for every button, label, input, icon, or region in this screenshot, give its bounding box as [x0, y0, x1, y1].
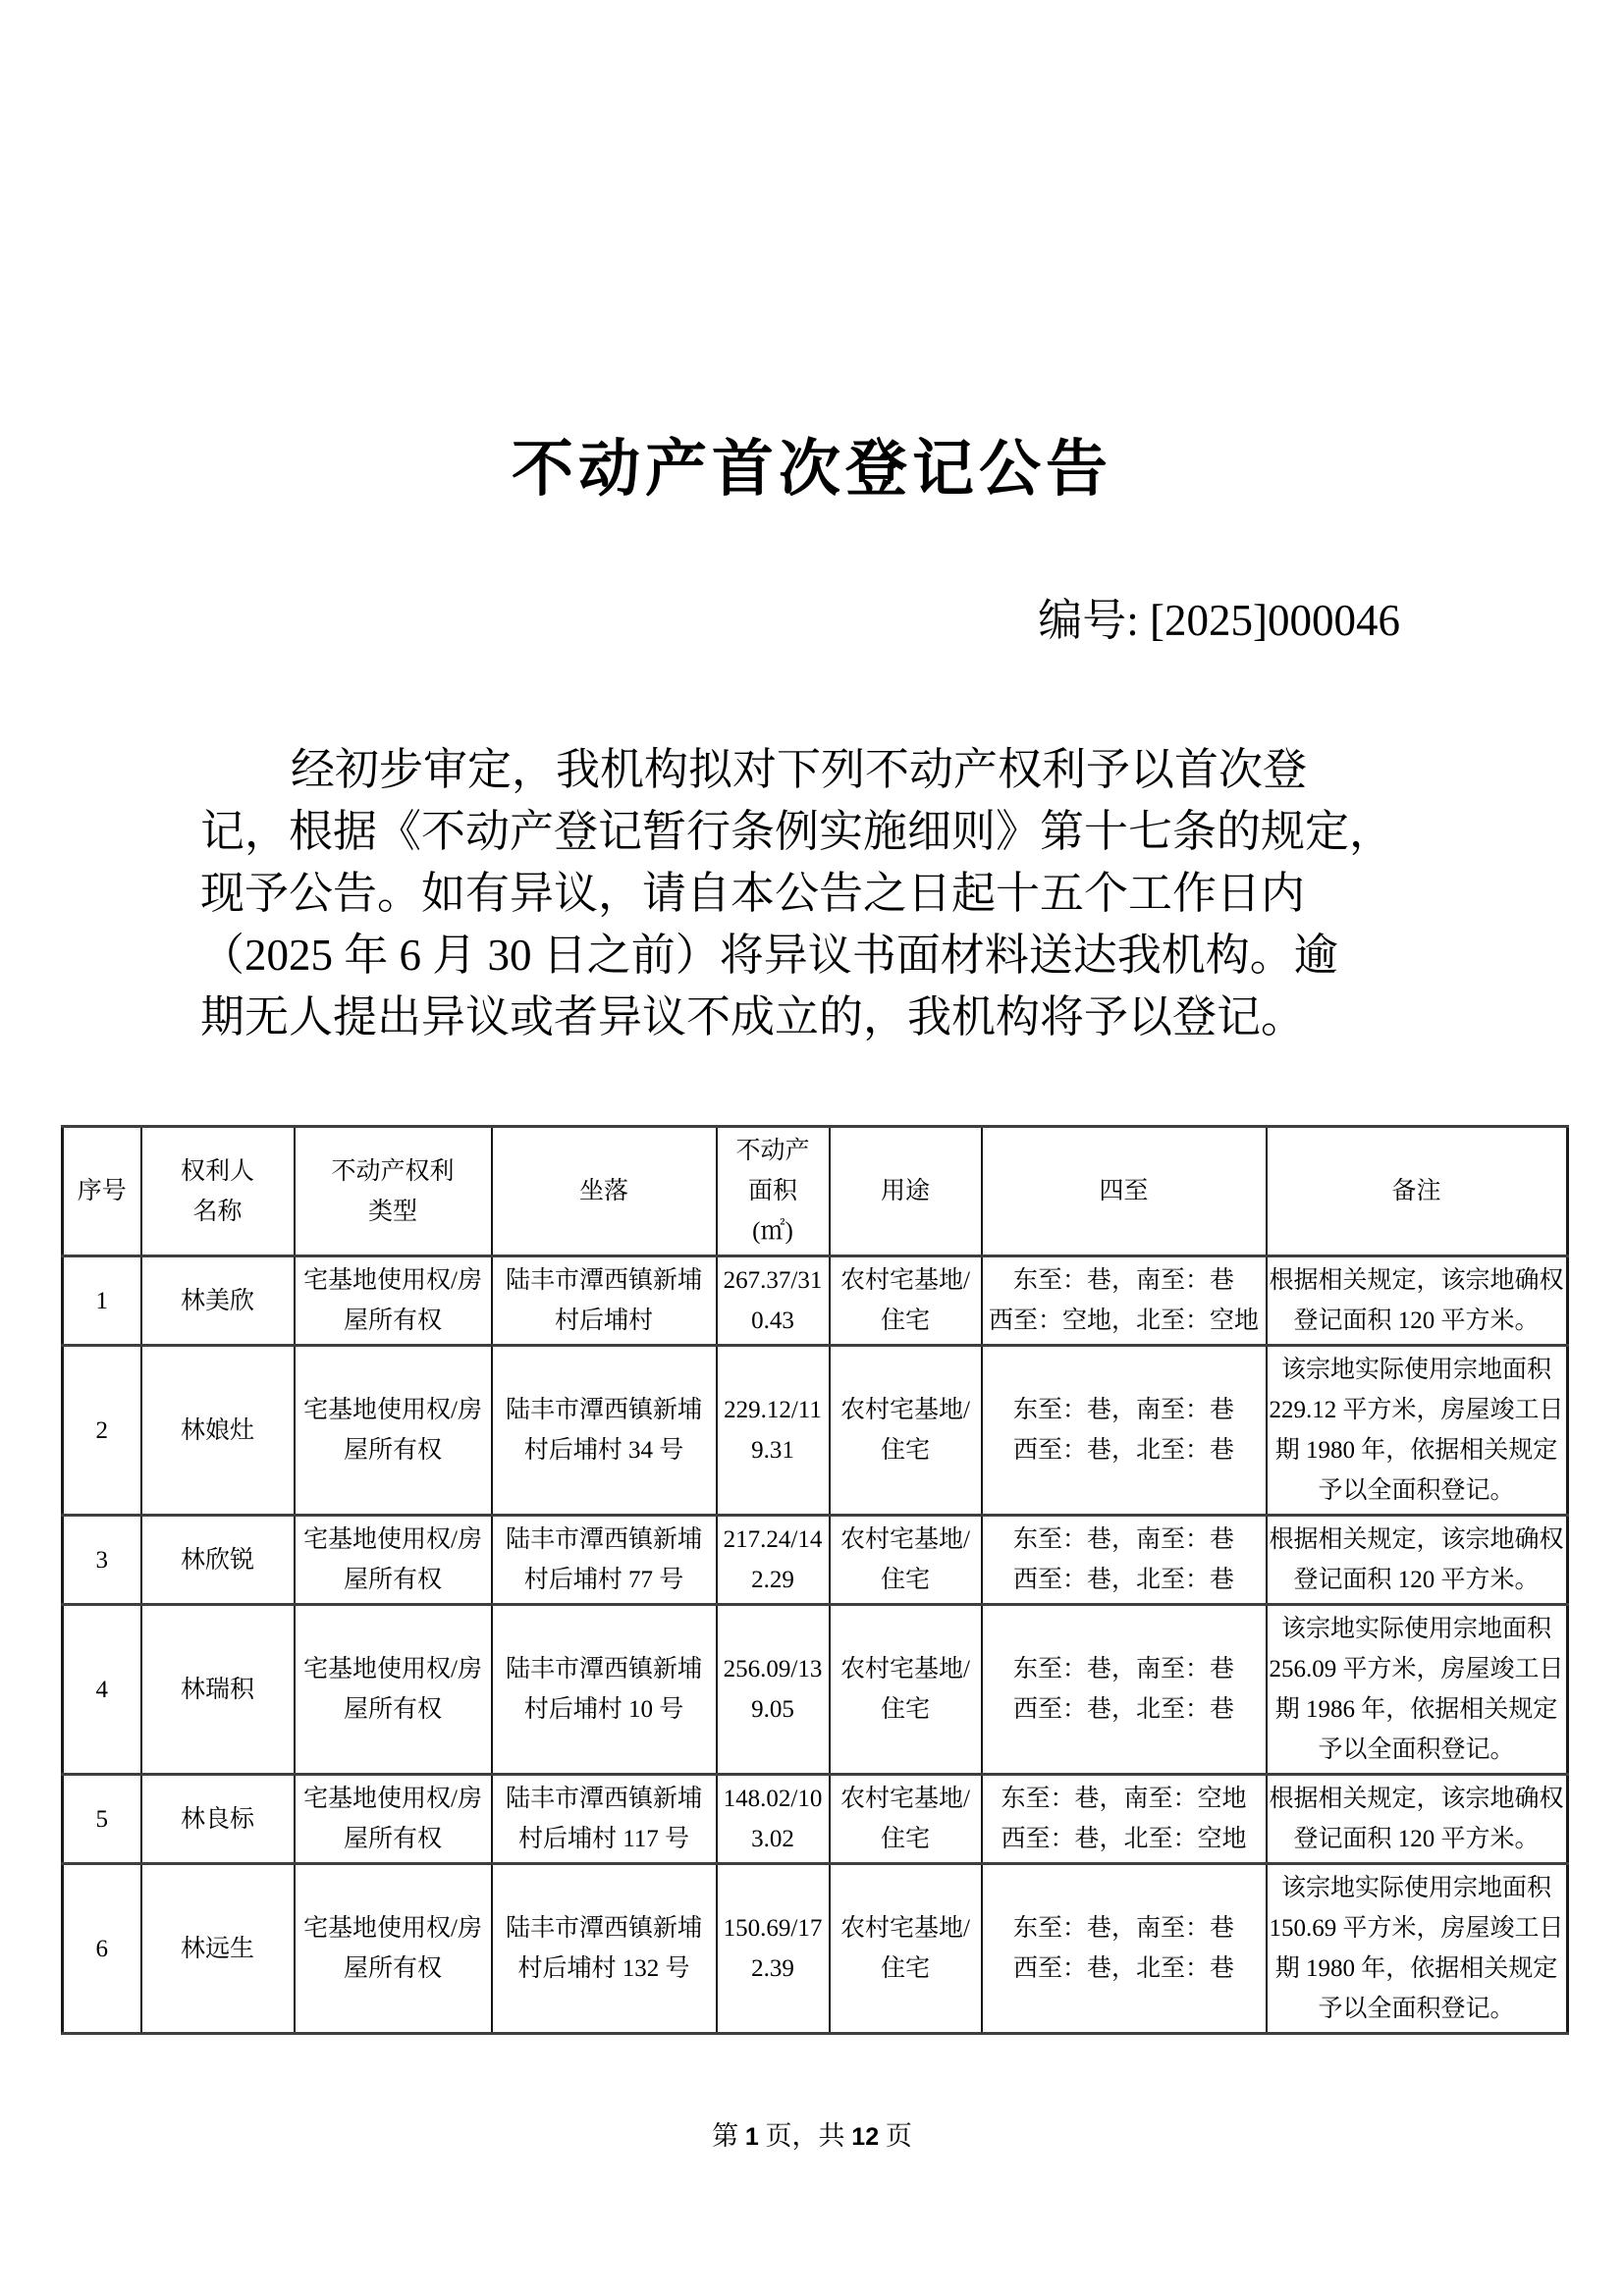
cell-area	[717, 1864, 830, 2034]
cell-area	[717, 1346, 830, 1516]
header-location	[492, 1127, 717, 1256]
cell-use	[830, 1256, 982, 1346]
cell-owner	[141, 1516, 295, 1605]
cell-seq	[63, 1516, 141, 1605]
header-right-type-line: 类型	[367, 1198, 417, 1225]
header-use	[830, 1127, 982, 1256]
cell-use-line: 住宅	[880, 1696, 930, 1723]
cell-remark-line: 期 1986 年，依据相关规定	[1274, 1696, 1558, 1723]
cell-seq	[63, 1605, 141, 1775]
header-remark	[1267, 1127, 1568, 1256]
intro-line: 现予公告。如有异议，请自本公告之日起十五个工作日内	[200, 869, 1306, 918]
table-header-row	[63, 1127, 1568, 1256]
cell-location-line: 陆丰市潭西镇新埔	[505, 1786, 702, 1812]
cell-area	[717, 1605, 830, 1775]
cell-area-line: 229.12/11	[724, 1397, 822, 1423]
page-title: 不动产首次登记公告	[512, 435, 1112, 504]
page-number: 1	[744, 2123, 759, 2151]
cell-remark-line: 登记面积 120 平方米。	[1293, 1567, 1540, 1593]
cell-remark-line: 登记面积 120 平方米。	[1293, 1308, 1540, 1334]
header-right-type-line: 不动产权利	[331, 1157, 455, 1185]
cell-seq-line: 5	[95, 1805, 108, 1833]
cell-use-line: 住宅	[880, 1826, 930, 1852]
cell-owner-line: 林良标	[180, 1805, 254, 1833]
registration-table	[61, 1125, 1569, 2035]
header-boundaries	[982, 1127, 1267, 1256]
cell-location	[492, 1516, 717, 1605]
total-pages: 12	[851, 2123, 880, 2151]
cell-use-line: 农村宅基地/	[840, 1786, 970, 1812]
header-owner-line: 名称	[192, 1198, 243, 1225]
cell-boundaries-line: 东至：巷，南至：巷	[1012, 1397, 1234, 1423]
cell-use-line: 农村宅基地/	[840, 1397, 970, 1423]
cell-right-type-line: 屋所有权	[343, 1826, 442, 1852]
cell-right-type-line: 宅基地使用权/房	[303, 1786, 482, 1812]
cell-right-type	[295, 1516, 492, 1605]
cell-right-type-line: 屋所有权	[343, 1308, 442, 1334]
cell-owner-line: 林欣锐	[180, 1546, 254, 1574]
cell-remark	[1267, 1256, 1568, 1346]
cell-boundaries-line: 西至：巷，北至：巷	[1012, 1955, 1234, 1982]
cell-right-type-line: 屋所有权	[343, 1437, 442, 1464]
cell-seq-line: 6	[95, 1935, 108, 1962]
cell-remark-line: 予以全面积登记。	[1318, 1477, 1515, 1504]
cell-location-line: 村后埔村 34 号	[523, 1437, 684, 1464]
cell-right-type-line: 宅基地使用权/房	[303, 1656, 482, 1682]
cell-location-line: 陆丰市潭西镇新埔	[505, 1915, 702, 1942]
intro-line: 记，根据《不动产登记暂行条例实施细则》第十七条的规定，	[200, 807, 1394, 856]
cell-boundaries	[982, 1346, 1267, 1516]
cell-remark-line: 该宗地实际使用宗地面积	[1281, 1616, 1552, 1642]
cell-owner	[141, 1256, 295, 1346]
cell-use-line: 农村宅基地/	[840, 1267, 970, 1294]
table-row	[63, 1775, 1568, 1864]
cell-right-type-line: 宅基地使用权/房	[303, 1267, 482, 1294]
cell-remark-line: 150.69 平方米，房屋竣工日	[1269, 1915, 1564, 1942]
cell-boundaries-line: 东至：巷，南至：空地	[1001, 1786, 1247, 1812]
cell-area-line: 2.39	[751, 1955, 794, 1982]
cell-area-line: 150.69/17	[723, 1915, 823, 1942]
cell-seq	[63, 1346, 141, 1516]
cell-owner	[141, 1605, 295, 1775]
cell-right-type	[295, 1775, 492, 1864]
cell-owner-line: 林美欣	[180, 1287, 254, 1314]
header-use-line: 用途	[880, 1178, 930, 1204]
header-area-line: 面积	[747, 1178, 797, 1204]
header-remark-line: 备注	[1391, 1178, 1441, 1204]
cell-remark-line: 予以全面积登记。	[1318, 1996, 1515, 2022]
cell-boundaries	[982, 1605, 1267, 1775]
cell-remark-line: 根据相关规定，该宗地确权	[1269, 1267, 1564, 1294]
cell-use	[830, 1775, 982, 1864]
intro-line: 期无人提出异议或者异议不成立的，我机构将予以登记。	[200, 992, 1306, 1041]
cell-boundaries-line: 东至：巷，南至：巷	[1012, 1915, 1234, 1942]
cell-owner-line: 林远生	[180, 1935, 254, 1962]
cell-area	[717, 1775, 830, 1864]
cell-boundaries	[982, 1256, 1267, 1346]
cell-use-line: 住宅	[880, 1567, 930, 1593]
cell-remark-line: 256.09 平方米，房屋竣工日	[1269, 1656, 1564, 1682]
cell-owner	[141, 1864, 295, 2034]
cell-area	[717, 1256, 830, 1346]
cell-remark-line: 根据相关规定，该宗地确权	[1269, 1526, 1564, 1553]
cell-owner-line: 林瑞积	[180, 1676, 254, 1703]
cell-use-line: 农村宅基地/	[840, 1526, 970, 1553]
intro-line: （2025 年 6 月 30 日之前）将异议书面材料送达我机构。逾	[200, 931, 1338, 980]
cell-right-type	[295, 1256, 492, 1346]
cell-boundaries-line: 东至：巷，南至：巷	[1012, 1526, 1234, 1553]
header-area-line: (㎡)	[752, 1218, 793, 1245]
cell-area-line: 9.05	[751, 1696, 794, 1723]
cell-boundaries-line: 西至：巷，北至：空地	[1001, 1826, 1247, 1852]
cell-location	[492, 1864, 717, 2034]
cell-boundaries	[982, 1516, 1267, 1605]
cell-remark-line: 期 1980 年，依据相关规定	[1274, 1437, 1558, 1464]
cell-use-line: 住宅	[880, 1308, 930, 1334]
cell-boundaries	[982, 1775, 1267, 1864]
cell-owner	[141, 1346, 295, 1516]
cell-location	[492, 1605, 717, 1775]
cell-area-line: 217.24/14	[723, 1526, 823, 1553]
cell-use-line: 住宅	[880, 1437, 930, 1464]
table-row	[63, 1516, 1568, 1605]
cell-right-type-line: 宅基地使用权/房	[303, 1915, 482, 1942]
cell-right-type-line: 宅基地使用权/房	[303, 1397, 482, 1423]
cell-right-type	[295, 1864, 492, 2034]
cell-seq	[63, 1864, 141, 2034]
cell-remark-line: 该宗地实际使用宗地面积	[1281, 1357, 1552, 1383]
cell-location	[492, 1256, 717, 1346]
footer-text: 第	[712, 2121, 745, 2151]
cell-location-line: 陆丰市潭西镇新埔	[505, 1267, 702, 1294]
header-area-line: 不动产	[735, 1138, 810, 1164]
cell-area-line: 148.02/10	[723, 1786, 823, 1812]
cell-remark-line: 229.12 平方米，房屋竣工日	[1269, 1397, 1564, 1423]
cell-remark	[1267, 1775, 1568, 1864]
cell-location-line: 村后埔村	[554, 1308, 653, 1334]
cell-area-line: 256.09/13	[723, 1656, 823, 1682]
header-area	[717, 1127, 830, 1256]
table-row	[63, 1346, 1568, 1516]
doc-number: 编号: [2025]000046	[1038, 596, 1400, 645]
cell-seq-line: 4	[95, 1676, 108, 1703]
cell-remark	[1267, 1864, 1568, 2034]
cell-seq-line: 3	[95, 1546, 108, 1574]
cell-boundaries-line: 东至：巷，南至：巷	[1012, 1656, 1234, 1682]
cell-area-line: 9.31	[751, 1437, 794, 1464]
header-seq	[63, 1127, 141, 1256]
cell-right-type-line: 屋所有权	[343, 1567, 442, 1593]
footer-text: 页，共	[758, 2121, 852, 2151]
cell-location	[492, 1775, 717, 1864]
cell-use	[830, 1346, 982, 1516]
cell-boundaries-line: 西至：巷，北至：巷	[1012, 1696, 1234, 1723]
table-row	[63, 1605, 1568, 1775]
header-location-line: 坐落	[578, 1178, 628, 1204]
cell-boundaries	[982, 1864, 1267, 2034]
header-seq-line: 序号	[77, 1178, 127, 1204]
cell-area-line: 2.29	[751, 1567, 794, 1593]
intro-line: 经初步审定，我机构拟对下列不动产权利予以首次登	[291, 745, 1308, 794]
cell-owner-line: 林娘灶	[180, 1416, 254, 1444]
header-boundaries-line: 四至	[1099, 1178, 1149, 1204]
cell-boundaries-line: 西至：巷，北至：巷	[1012, 1437, 1234, 1464]
cell-right-type	[295, 1605, 492, 1775]
cell-boundaries-line: 东至：巷，南至：巷	[1012, 1267, 1234, 1294]
cell-boundaries-line: 西至：空地，北至：空地	[988, 1308, 1259, 1334]
cell-seq-line: 1	[95, 1287, 108, 1314]
cell-remark	[1267, 1516, 1568, 1605]
cell-location-line: 陆丰市潭西镇新埔	[505, 1526, 702, 1553]
cell-owner	[141, 1775, 295, 1864]
cell-use	[830, 1864, 982, 2034]
cell-remark-line: 该宗地实际使用宗地面积	[1281, 1875, 1552, 1901]
cell-location-line: 陆丰市潭西镇新埔	[505, 1397, 702, 1423]
cell-right-type-line: 屋所有权	[343, 1696, 442, 1723]
cell-seq	[63, 1775, 141, 1864]
cell-location-line: 村后埔村 77 号	[523, 1567, 684, 1593]
header-right-type	[295, 1127, 492, 1256]
cell-seq-line: 2	[95, 1416, 108, 1444]
cell-remark	[1267, 1605, 1568, 1775]
cell-area	[717, 1516, 830, 1605]
page-footer	[0, 2118, 1624, 2155]
cell-use	[830, 1605, 982, 1775]
cell-right-type	[295, 1346, 492, 1516]
cell-location-line: 陆丰市潭西镇新埔	[505, 1656, 702, 1682]
cell-use	[830, 1516, 982, 1605]
cell-location	[492, 1346, 717, 1516]
cell-area-line: 0.43	[751, 1308, 794, 1334]
cell-remark-line: 登记面积 120 平方米。	[1293, 1826, 1540, 1852]
intro-paragraph	[200, 739, 1437, 1048]
header-owner-line: 权利人	[180, 1157, 254, 1185]
cell-area-line: 267.37/31	[723, 1267, 823, 1294]
footer-text: 页	[879, 2121, 912, 2151]
cell-use-line: 住宅	[880, 1955, 930, 1982]
cell-right-type-line: 屋所有权	[343, 1955, 442, 1982]
cell-use-line: 农村宅基地/	[840, 1915, 970, 1942]
cell-remark-line: 予以全面积登记。	[1318, 1736, 1515, 1763]
cell-remark-line: 根据相关规定，该宗地确权	[1269, 1786, 1564, 1812]
cell-right-type-line: 宅基地使用权/房	[303, 1526, 482, 1553]
cell-remark-line: 期 1980 年，依据相关规定	[1274, 1955, 1558, 1982]
table-row	[63, 1256, 1568, 1346]
cell-location-line: 村后埔村 10 号	[523, 1696, 684, 1723]
cell-area-line: 3.02	[751, 1826, 794, 1852]
cell-use-line: 农村宅基地/	[840, 1656, 970, 1682]
table-row	[63, 1864, 1568, 2034]
cell-remark	[1267, 1346, 1568, 1516]
cell-boundaries-line: 西至：巷，北至：巷	[1012, 1567, 1234, 1593]
cell-location-line: 村后埔村 117 号	[517, 1826, 690, 1852]
cell-location-line: 村后埔村 132 号	[517, 1955, 690, 1982]
header-owner	[141, 1127, 295, 1256]
cell-seq	[63, 1256, 141, 1346]
